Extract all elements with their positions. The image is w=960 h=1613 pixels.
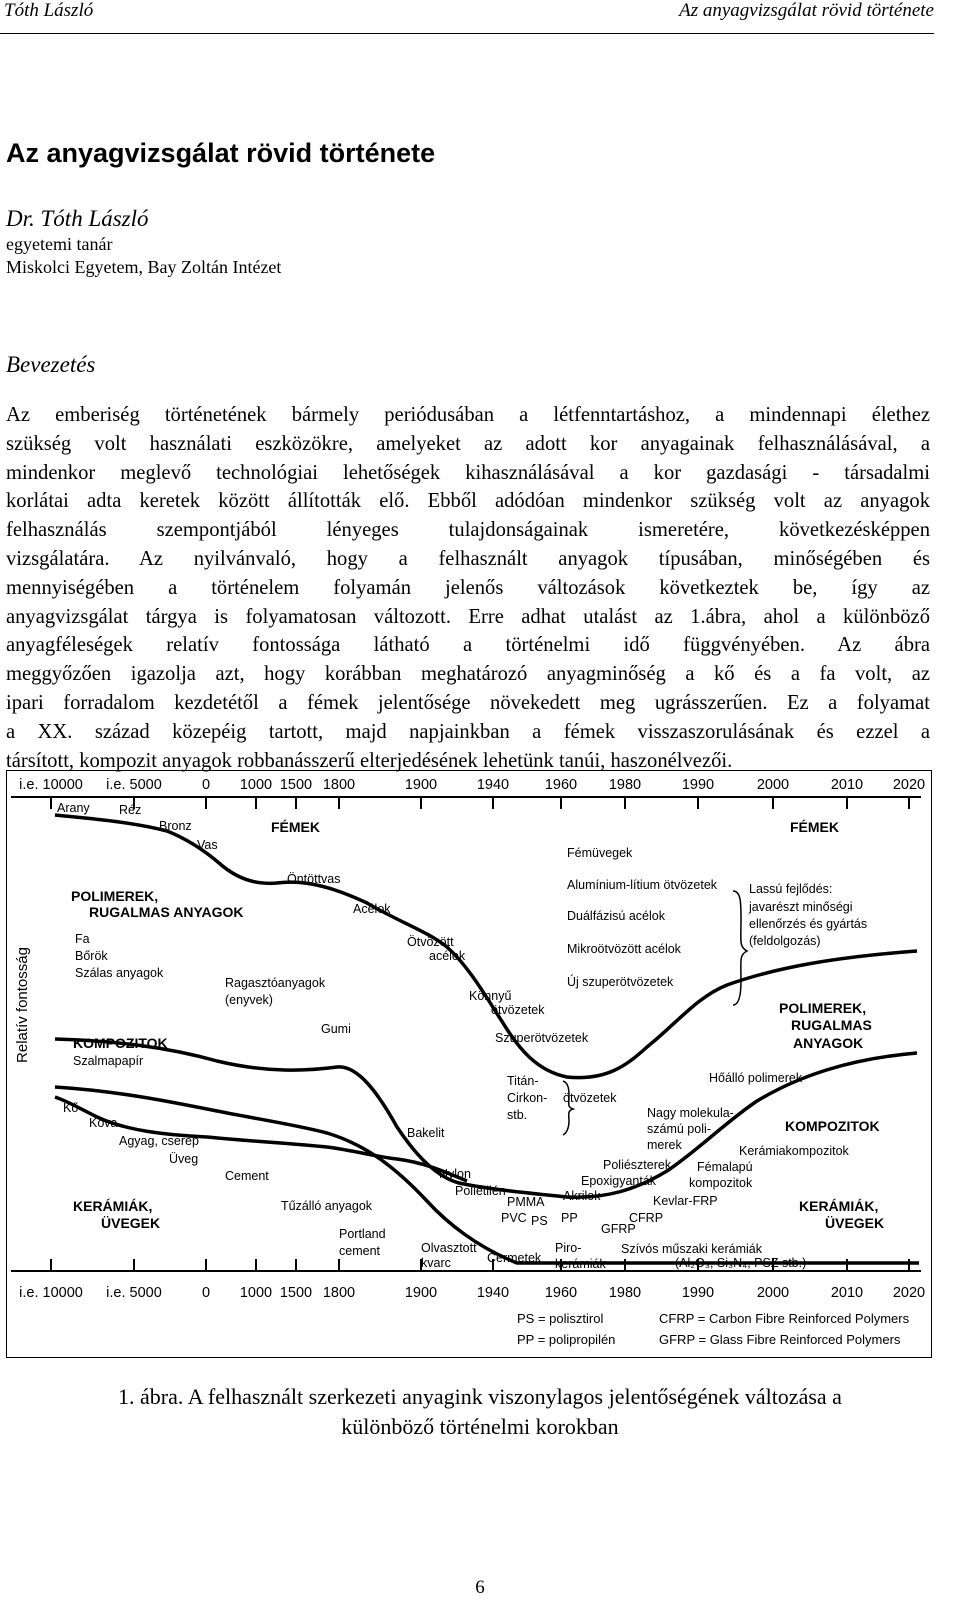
y-axis-label: Relatív fontosság	[14, 947, 31, 1063]
document-title: Az anyagvizsgálat rövid története	[6, 138, 436, 168]
bracket-lassu	[733, 891, 747, 1005]
material-label: Bronz	[159, 819, 192, 833]
material-label: Új szuperötvözetek	[567, 975, 674, 989]
tick-label: 2010	[830, 777, 864, 793]
material-label: Bőrök	[75, 949, 108, 963]
tick-label: 1800	[322, 1285, 356, 1301]
tick-label: 0	[201, 1285, 211, 1301]
tick-label: 1500	[279, 1285, 313, 1301]
tick-label: 1900	[404, 1285, 438, 1301]
group-label-polimerek: ANYAGOK	[793, 1035, 864, 1051]
group-label-polimerek: POLIMEREK,	[71, 888, 159, 904]
material-label: (feldolgozás)	[749, 934, 821, 948]
group-label-kompozitok: KOMPOZITOK	[73, 1035, 168, 1051]
author-name: Dr. Tóth László	[6, 206, 149, 231]
tick-label: 2000	[756, 777, 790, 793]
material-label: PVC	[501, 1211, 527, 1225]
material-label: Portland	[339, 1227, 386, 1241]
tick-label: 2020	[892, 777, 926, 793]
materials-history-figure	[6, 770, 932, 1358]
tick-label: 0	[201, 777, 211, 793]
material-label: Üveg	[169, 1152, 199, 1166]
bottom-tick-labels	[19, 1285, 925, 1301]
section-heading: Bevezetés	[6, 352, 96, 377]
group-label-femek: FÉMEK	[271, 819, 320, 835]
paragraph-line: mennyiségében a történelem folyamán jelenős változások következtek be, így az	[6, 576, 930, 599]
material-label: Vas	[197, 838, 218, 852]
materials-history-diagram	[7, 771, 933, 1359]
material-label: Epoxigyanták	[581, 1174, 657, 1188]
tick-label: 1980	[608, 777, 642, 793]
material-label: Kerámiakompozitok	[739, 1144, 849, 1158]
material-label: Fémüvegek	[567, 846, 633, 860]
material-label: Réz	[119, 803, 142, 817]
group-label-keramiak: ÜVEGEK	[101, 1215, 161, 1231]
material-label: PP	[561, 1211, 578, 1225]
material-label: ötvözetek	[563, 1091, 617, 1105]
material-label: Szálas anyagok	[75, 966, 164, 980]
paragraph-line: anyagféleségek relatív fontossága látható a történelmi idő függvényében. Az ábra	[6, 634, 930, 657]
material-label: Kő	[63, 1101, 79, 1115]
material-label: Alumínium-lítium ötvözetek	[567, 878, 718, 892]
paragraph-line: vizsgálatára. Az nyilvánvaló, hogy a felhasznált anyagok típusában, minőségében és	[6, 547, 930, 570]
page-number: 6	[475, 1577, 485, 1598]
material-label: Polietilén	[455, 1184, 506, 1198]
material-label: Bakelit	[407, 1126, 445, 1140]
material-label: Szívós műszaki kerámiák	[621, 1242, 763, 1256]
material-label: Mikroötvözött acélok	[567, 942, 681, 956]
tick-label: 2010	[830, 1285, 864, 1301]
header-rule	[0, 33, 934, 34]
material-label: javarészt minőségi	[749, 900, 853, 914]
material-label: stb.	[507, 1108, 528, 1122]
material-label: Nylon	[439, 1167, 471, 1181]
material-label: Fa	[75, 932, 90, 946]
abbreviation-legend	[517, 1311, 910, 1347]
material-label: GFRP	[601, 1222, 636, 1236]
paragraph-line: anyagvizsgálat tárgya is folyamatosan változott. Erre adhat utalást az 1.ábra, ahol a különböző	[6, 605, 930, 628]
material-label: Lassú fejlődés:	[749, 882, 833, 896]
material-label: Piro-	[555, 1241, 582, 1255]
material-label: Öntöttvas	[287, 872, 341, 886]
tick-label: 1960	[544, 777, 578, 793]
tick-label: 2020	[892, 1285, 926, 1301]
running-header-author: Tóth László	[4, 0, 94, 21]
material-label: számú poli-	[647, 1122, 711, 1136]
material-label: ellenőrzés és gyártás	[749, 917, 868, 931]
group-label-femek: FÉMEK	[790, 819, 839, 835]
group-label-keramiak: ÜVEGEK	[825, 1215, 885, 1231]
legend-item: PP = polipropilén	[517, 1332, 616, 1347]
tick-label: 1900	[404, 777, 438, 793]
material-label: (enyvek)	[225, 993, 273, 1007]
tick-label: 1940	[476, 1285, 510, 1301]
tick-label: i.e. 10000	[19, 1285, 83, 1301]
material-label: Acélok	[353, 902, 391, 916]
paragraph-line: meggyőzően igazolja azt, hogy korábban meghatározó anyagminőség a kő és a fa volt, az	[6, 663, 930, 686]
paragraph-line: társított, kompozit anyagok robbanásszerű elterjedésének lehetünk tanúi, haszonélvezői.	[6, 749, 733, 772]
tick-label: i.e. 5000	[106, 1285, 162, 1301]
material-label: Szalmapapír	[73, 1054, 144, 1068]
time-axis-ticks	[51, 797, 909, 1271]
legend-item: PS = polisztirol	[517, 1311, 604, 1326]
material-label: (Al₂O₃, Si₃N₄, PSZ stb.)	[675, 1256, 807, 1270]
material-label: Ragasztóanyagok	[225, 976, 326, 990]
tick-label: 1990	[681, 777, 715, 793]
tick-label: 1800	[322, 777, 356, 793]
tick-label: i.e. 5000	[106, 777, 162, 793]
material-label: Poliészterek	[603, 1158, 672, 1172]
material-label: kerámiák	[555, 1257, 606, 1271]
paragraph-line: mindenkor meglevő technológiai lehetőségek kihasználásával a kor gazdasági - társadalmi	[6, 461, 930, 484]
group-label-polimerek: POLIMEREK,	[779, 1000, 867, 1016]
group-label-polimerek: RUGALMAS ANYAGOK	[89, 904, 244, 920]
caption-line: különböző történelmi korokban	[341, 1414, 619, 1439]
material-label: Könnyű	[469, 989, 512, 1003]
tick-label: 1000	[239, 1285, 273, 1301]
paragraph-line: Az emberiség történetének bármely periódusában a létfenntartáshoz, a mindennapi élethez	[6, 404, 930, 426]
affiliation-institute: Miskolci Egyetem, Bay Zoltán Intézet	[6, 257, 282, 277]
material-label: Cermetek	[487, 1251, 542, 1265]
material-label: Cirkon-	[507, 1091, 548, 1105]
material-label: acélok	[429, 949, 466, 963]
material-label: Hőálló polimerek	[709, 1071, 803, 1085]
material-label: Gumi	[321, 1022, 351, 1036]
group-label-kompozitok: KOMPOZITOK	[785, 1118, 880, 1134]
paragraph-line: a XX. század közepéig tartott, majd napjainkban a fémek visszaszorulásának és ezzel a	[6, 720, 930, 743]
intro-paragraph	[6, 401, 930, 775]
paragraph-line: ipari forradalom kezdetétől a fémek jelentősége növekedett meg ugrásszerűen. Ez a folyamat	[6, 691, 930, 714]
paragraph-line: szükség volt használati eszközökre, amelyeket az adott kor anyagainak felhasználásával, a	[6, 432, 930, 455]
tick-label: 1990	[681, 1285, 715, 1301]
material-label: PMMA	[507, 1195, 545, 1209]
composites-lower-curve	[55, 1087, 919, 1263]
paragraph-line: korlátai adta keretek között állították elő. Ebből adódóan mindenkor szükség volt az anyagok	[6, 490, 930, 513]
material-label: Titán-	[507, 1074, 539, 1088]
material-label: PS	[531, 1214, 548, 1228]
running-header-title: Az anyagvizsgálat rövid története	[679, 0, 934, 21]
material-label: Tűzálló anyagok	[281, 1199, 373, 1213]
paragraph-line: felhasználás szempontjából lényeges tulajdonságainak ismeretére, következésképpen	[6, 519, 930, 542]
figure-caption	[0, 1382, 960, 1442]
material-label: CFRP	[629, 1211, 664, 1225]
tick-label: 1500	[279, 777, 313, 793]
bracket-titan	[563, 1081, 573, 1135]
material-label: Olvasztott	[421, 1241, 477, 1255]
material-label: Kova	[89, 1116, 118, 1130]
material-label: Szuperötvözetek	[495, 1031, 589, 1045]
affiliation-position: egyetemi tanár	[6, 234, 113, 254]
tick-label: 1000	[239, 777, 273, 793]
tick-label: 1960	[544, 1285, 578, 1301]
tick-label: 2000	[756, 1285, 790, 1301]
group-label-keramiak: KERÁMIÁK,	[799, 1198, 879, 1214]
material-label: kvarc	[421, 1256, 451, 1270]
material-labels	[57, 801, 867, 1271]
material-label: cement	[339, 1244, 380, 1258]
material-label: Arany	[57, 801, 90, 815]
material-label: Nagy molekula-	[647, 1106, 734, 1120]
group-labels	[71, 819, 884, 1231]
material-label: Cement	[225, 1169, 269, 1183]
legend-item: CFRP = Carbon Fibre Reinforced Polymers	[659, 1311, 910, 1326]
group-label-keramiak: KERÁMIÁK,	[73, 1198, 153, 1214]
tick-label: i.e. 10000	[19, 777, 83, 793]
material-label: kompozitok	[689, 1176, 753, 1190]
top-tick-labels	[19, 777, 925, 793]
material-label: merek	[647, 1138, 682, 1152]
tick-label: 1940	[476, 777, 510, 793]
material-label: Akrilok	[563, 1189, 601, 1203]
material-label: ötvözetek	[491, 1003, 545, 1017]
caption-line: 1. ábra. A felhasznált szerkezeti anyagink viszonylagos jelentőségének változása a	[118, 1384, 842, 1409]
group-label-polimerek: RUGALMAS	[791, 1017, 872, 1033]
material-label: Kevlar-FRP	[653, 1194, 718, 1208]
material-label: Agyag, cserép	[119, 1134, 199, 1148]
material-label: Ötvözött	[407, 935, 454, 949]
tick-label: 1980	[608, 1285, 642, 1301]
material-label: Fémalapú	[697, 1160, 753, 1174]
material-label: Duálfázisú acélok	[567, 909, 665, 923]
legend-item: GFRP = Glass Fibre Reinforced Polymers	[659, 1332, 901, 1347]
